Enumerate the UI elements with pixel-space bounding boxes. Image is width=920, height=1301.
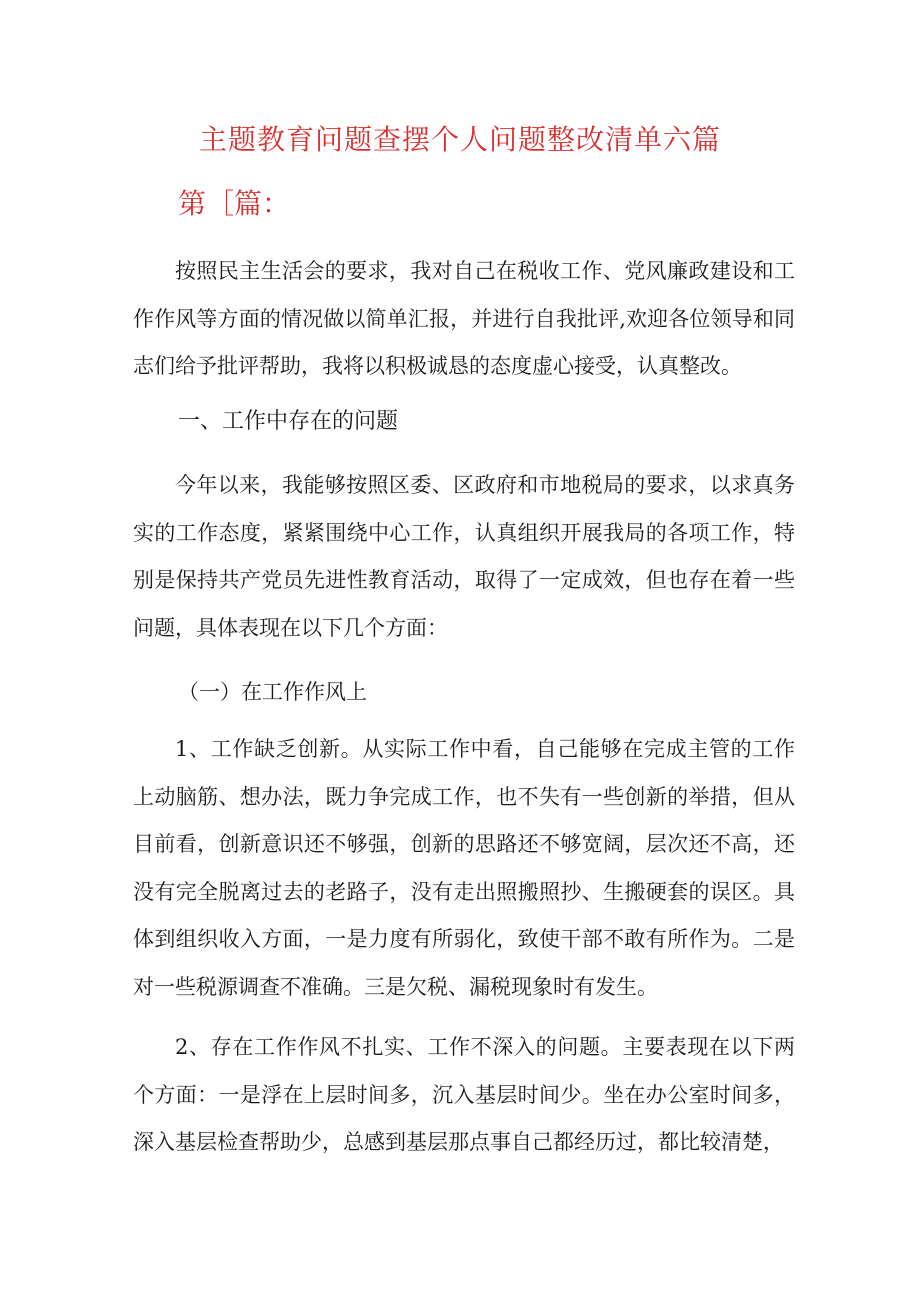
heading-problems: 一、工作中存在的问题 xyxy=(178,409,399,434)
section-heading: 第［篇： xyxy=(178,187,291,220)
intro-paragraph: 按照民主生活会的要求，我对自己在税收工作、党风廉政建设和工作作风等方面的情况做以简单汇报，并进行自我批评,欢迎各位领导和同志们给予批评帮助，我将以积极诚恳的态度虚心接受，认真整改。 xyxy=(133,259,795,378)
subheading-work-style: （一）在工作作风上 xyxy=(178,680,367,704)
paragraph-overview: 今年以来，我能够按照区委、区政府和市地税局的要求，以求真务实的工作态度，紧紧围绕中心工作，认真组织开展我局的各项工作，特别是保持共产党员先进性教育活动，取得了一定成效，但也存在着一些问题，具体表现在以下几个方面： xyxy=(133,473,795,640)
paragraph-work-style: 2、存在工作作风不扎实、工作不深入的问题。主要表现在以下两个方面：一是浮在上层时间多，沉入基层时间少。坐在办公室时间多，深入基层检查帮助少，总感到基层那点事自己都经历过，都比较清楚， xyxy=(133,1035,795,1154)
paragraph-innovation: 1、工作缺乏创新。从实际工作中看，自己能够在完成主管的工作上动脑筋、想办法，既力争完成工作，也不失有一些创新的举措，但从目前看，创新意识还不够强，创新的思路还不够宽阔，层次还不高，还没有完全脱离过去的老路子，没有走出照搬照抄、生搬硬套的误区。具体到组织收入方面，一是力度有所弱化，致使干部不敢有所作为。二是对一些税源调查不准确。三是欠税、漏税现象时有发生。 xyxy=(133,737,795,999)
document-title: 主题教育问题查摆个人问题整改清单六篇 xyxy=(198,123,721,156)
